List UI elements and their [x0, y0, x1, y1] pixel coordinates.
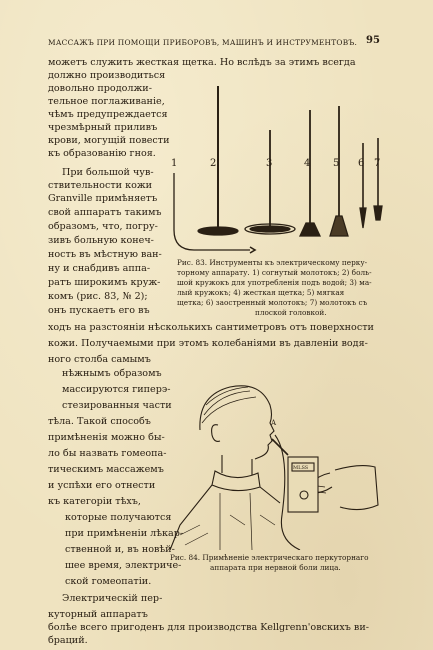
text-line: куторный аппаратъ [48, 609, 148, 620]
text-line: тѣла. Такой способъ [48, 416, 151, 427]
fig83-number-7: 7 [374, 158, 381, 169]
fig84-device-label: MLSS [293, 465, 309, 471]
figure-83-caption-line: щетка; 6) заостренный молотокъ; 7) молотокъ съ [177, 298, 368, 307]
text-line: ствительности кожи [48, 180, 153, 191]
figure-83-caption-line: торному аппарату. 1) согнутый молотокъ; 2) боль- [177, 268, 372, 277]
page-number: 95 [366, 35, 380, 46]
fig83-number-4: 4 [304, 158, 311, 169]
text-line: и успѣхи его отнести [48, 480, 156, 491]
text-line: къ образованію гноя. [48, 148, 156, 159]
text-line: ходъ на разстояніи нѣсколькихъ сантиметровъ отъ поверхности [48, 322, 374, 333]
text-line: ного столба самымъ [48, 354, 151, 365]
text-line: чрезмѣрный приливъ [48, 122, 158, 133]
text-line: свой аппаратъ такимъ [48, 207, 162, 218]
text-line: массируются гиперэ- [62, 384, 171, 395]
text-line: должно производиться [48, 70, 166, 81]
text-line: Granville примѣняетъ [48, 193, 158, 204]
fig83-number-2: 2 [210, 158, 217, 169]
text-line: При большой чув- [62, 167, 154, 178]
figure-83-caption-line: шой кружокъ для употребленія подъ водой; 3) ма- [177, 278, 372, 287]
text-line: онъ пускаетъ его въ [48, 305, 150, 316]
text-line: крови, могущій повести [48, 135, 170, 146]
text-line: комъ (рис. 83, № 2); [48, 291, 148, 302]
figure-83-caption-line: лый кружокъ; 4) жесткая щетка; 5) мягкая [177, 288, 345, 297]
figure-84-caption-line: Рис. 84. Примѣненіе электрическаго перкуторнаго [170, 553, 369, 562]
figure-84-illustration [160, 375, 385, 550]
text-line: стезированныя части [62, 400, 172, 411]
figure-84-caption-line: аппарата при нервной боли лица. [210, 563, 341, 572]
fig84-letter-label: A [271, 419, 277, 427]
text-line: довольно продолжи- [48, 83, 152, 94]
text-line: шее время, электриче- [65, 560, 182, 571]
text-line: ло бы назвать гомеопа- [48, 448, 167, 459]
text-line: ратъ широкимъ круж- [48, 277, 161, 288]
fig83-number-6: 6 [358, 158, 365, 169]
text-line: при примѣненіи лѣкар- [65, 528, 184, 539]
text-line: тическимъ массажемъ [48, 464, 164, 475]
figure-83-caption-line: Рис. 83. Инструменты къ электрическому перку- [177, 258, 368, 267]
fig83-number-1: 1 [171, 158, 178, 169]
fig83-number-3: 3 [266, 158, 273, 169]
fig83-number-5: 5 [333, 158, 340, 169]
text-line: которые получаются [65, 512, 172, 523]
figure-83-instruments [170, 78, 395, 256]
text-line: болѣе всего пригоденъ для производства Kellgrenn'овскихъ ви- [48, 622, 369, 633]
text-line: примѣненія можно бы- [48, 432, 165, 443]
text-line: браций. [48, 635, 88, 646]
text-line: къ категоріи тѣхъ, [48, 496, 141, 507]
text-line: можетъ служить жесткая щетка. Но вслѣдъ за этимъ всегда [48, 57, 356, 68]
text-line: ну и снабдивъ аппа- [48, 263, 151, 274]
text-line: ность въ мѣстную ван- [48, 249, 162, 260]
text-line: нѣжнымъ образомъ [62, 368, 162, 379]
text-line: ственной и, въ новѣй- [65, 544, 175, 555]
text-line: тельное поглаживаніе, [48, 96, 165, 107]
running-head: МАССАЖЪ ПРИ ПОМОЩИ ПРИБОРОВЪ, МАШИНЪ И ИНСТРУМЕНТОВЪ. [48, 38, 358, 47]
figure-83-caption-line: плоской головкой. [255, 308, 327, 317]
text-line: кожи. Получаемыми при этомъ колебаніями въ давленіи водя- [48, 338, 368, 349]
text-line: Электрическій пер- [62, 593, 163, 604]
text-line: чѣмъ предупреждается [48, 109, 168, 120]
text-line: образомъ, что, погру- [48, 221, 158, 232]
text-line: ской гомеопатіи. [65, 576, 152, 587]
text-line: зивъ больную конеч- [48, 235, 154, 246]
